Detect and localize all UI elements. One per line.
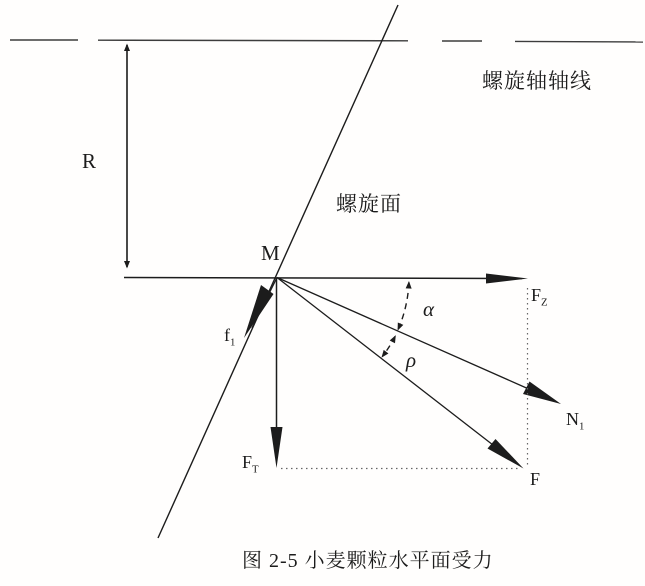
alpha-angle-arc bbox=[398, 283, 409, 330]
friction-f1-label bbox=[224, 325, 236, 349]
rho-angle-arc bbox=[382, 337, 395, 357]
force-ft-label bbox=[242, 452, 259, 476]
force-fz-subscript: Z bbox=[541, 296, 548, 309]
force-n1-symbol: N bbox=[566, 409, 579, 429]
screw-axis-label: 螺旋轴轴线 bbox=[482, 69, 592, 93]
friction-f1-symbol: f bbox=[224, 325, 230, 345]
force-ft-vector bbox=[271, 278, 283, 468]
figure-caption: 图 2-5 小麦颗粒水平面受力 bbox=[242, 550, 494, 572]
force-fz-vector bbox=[124, 274, 528, 284]
alpha-angle-label: α bbox=[423, 297, 435, 321]
force-n1-subscript: 1 bbox=[579, 420, 585, 433]
radius-label: R bbox=[82, 149, 97, 173]
force-fz-label bbox=[531, 285, 548, 309]
force-n1-label bbox=[566, 409, 585, 433]
force-fz-symbol: F bbox=[531, 285, 542, 305]
force-n1-vector bbox=[277, 278, 561, 405]
rho-angle-label: ρ bbox=[406, 348, 417, 372]
force-f-vector bbox=[277, 278, 524, 469]
friction-f1-vector bbox=[244, 278, 277, 339]
screw-axis-dashed-line bbox=[10, 40, 643, 42]
force-ft-subscript: T bbox=[252, 463, 259, 476]
force-f-symbol: F bbox=[530, 469, 541, 489]
friction-f1-subscript: 1 bbox=[230, 336, 236, 349]
force-f-label bbox=[530, 470, 540, 488]
point-m-label: M bbox=[261, 241, 280, 265]
helical-surface-line bbox=[158, 5, 398, 538]
force-ft-symbol: F bbox=[242, 452, 253, 472]
helical-surface-label: 螺旋面 bbox=[336, 192, 402, 216]
